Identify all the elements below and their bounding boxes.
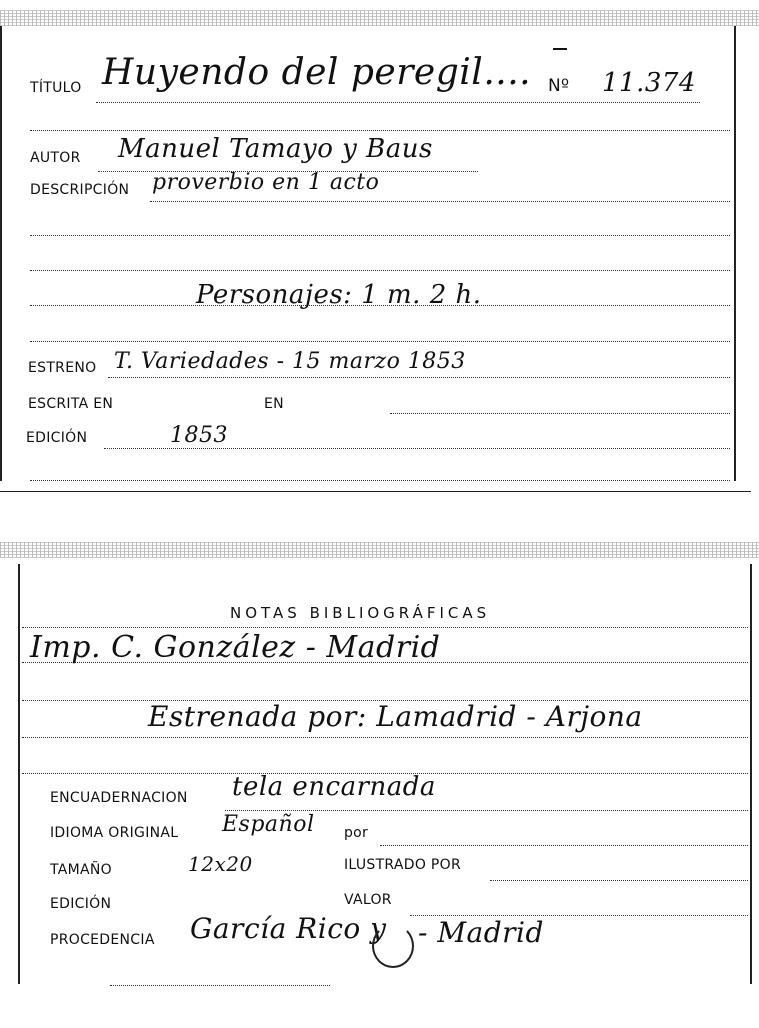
ilustrado-label: ILUSTRADO POR <box>344 857 461 873</box>
por-label: por <box>344 825 369 841</box>
card2-rule-1 <box>22 627 748 628</box>
card1-top-edge-texture <box>0 10 759 26</box>
estreno-label: ESTRENO <box>28 360 97 376</box>
valor-label: VALOR <box>344 892 392 908</box>
edicion-label-1: EDICIÓN <box>26 430 88 446</box>
tamano-value: 12x20 <box>188 852 253 876</box>
card1-rule-12 <box>30 480 730 481</box>
card2-rule-8 <box>490 880 748 881</box>
card1-rule-10 <box>390 413 730 414</box>
notes-line-2: Estrenada por: Lamadrid - Arjona <box>148 700 643 733</box>
descripcion-label: DESCRIPCIÓN <box>30 182 130 198</box>
card1-rule-5 <box>30 235 730 236</box>
card1-rule-4 <box>150 201 730 202</box>
personajes-value: Personajes: 1 m. 2 h. <box>196 280 482 310</box>
notes-line-1: Imp. C. González - Madrid <box>30 630 441 665</box>
autor-label: AUTOR <box>30 150 81 166</box>
encuadernacion-label: ENCUADERNACION <box>50 790 188 806</box>
titulo-label: TÍTULO <box>30 80 82 96</box>
card1-rule-11 <box>104 448 730 449</box>
card1-rule-8 <box>30 341 730 342</box>
escrita-en-label: ESCRITA EN <box>28 396 114 412</box>
card2-rule-6 <box>225 810 748 811</box>
card2-rule-10 <box>110 985 330 986</box>
card2-rule-7 <box>380 845 748 846</box>
procedencia-value-b: - Madrid <box>418 916 544 949</box>
idioma-label: IDIOMA ORIGINAL <box>50 825 179 841</box>
card1-rule-9 <box>108 377 730 378</box>
card2-rule-4 <box>22 737 748 738</box>
handwritten-mark <box>372 924 414 968</box>
card1-bottom-border <box>0 491 751 492</box>
edicion-label-2: EDICIÓN <box>50 896 112 912</box>
estreno-value: T. Variedades - 15 marzo 1853 <box>114 349 466 374</box>
procedencia-value-a: García Rico y <box>190 912 387 945</box>
autor-value: Manuel Tamayo y Baus <box>118 134 433 164</box>
idioma-value: Español <box>222 812 315 837</box>
procedencia-label: PROCEDENCIA <box>50 932 155 948</box>
numero-label: Nº <box>548 76 570 96</box>
card2-top-edge-texture <box>0 542 759 558</box>
tamano-label: TAMAÑO <box>50 862 112 878</box>
titulo-value: Huyendo del peregil.... <box>102 52 532 93</box>
notas-heading: NOTAS BIBLIOGRÁFICAS <box>230 604 491 622</box>
card1-rule-1 <box>96 102 700 103</box>
card1-rule-6 <box>30 270 730 271</box>
card1-rule-2 <box>30 130 730 131</box>
numero-overline <box>553 48 567 50</box>
numero-value: 11.374 <box>602 68 696 98</box>
descripcion-value: proverbio en 1 acto <box>152 170 380 195</box>
en-label: EN <box>264 396 284 412</box>
encuadernacion-value: tela encarnada <box>232 772 436 802</box>
edicion-value-1: 1853 <box>170 423 228 448</box>
